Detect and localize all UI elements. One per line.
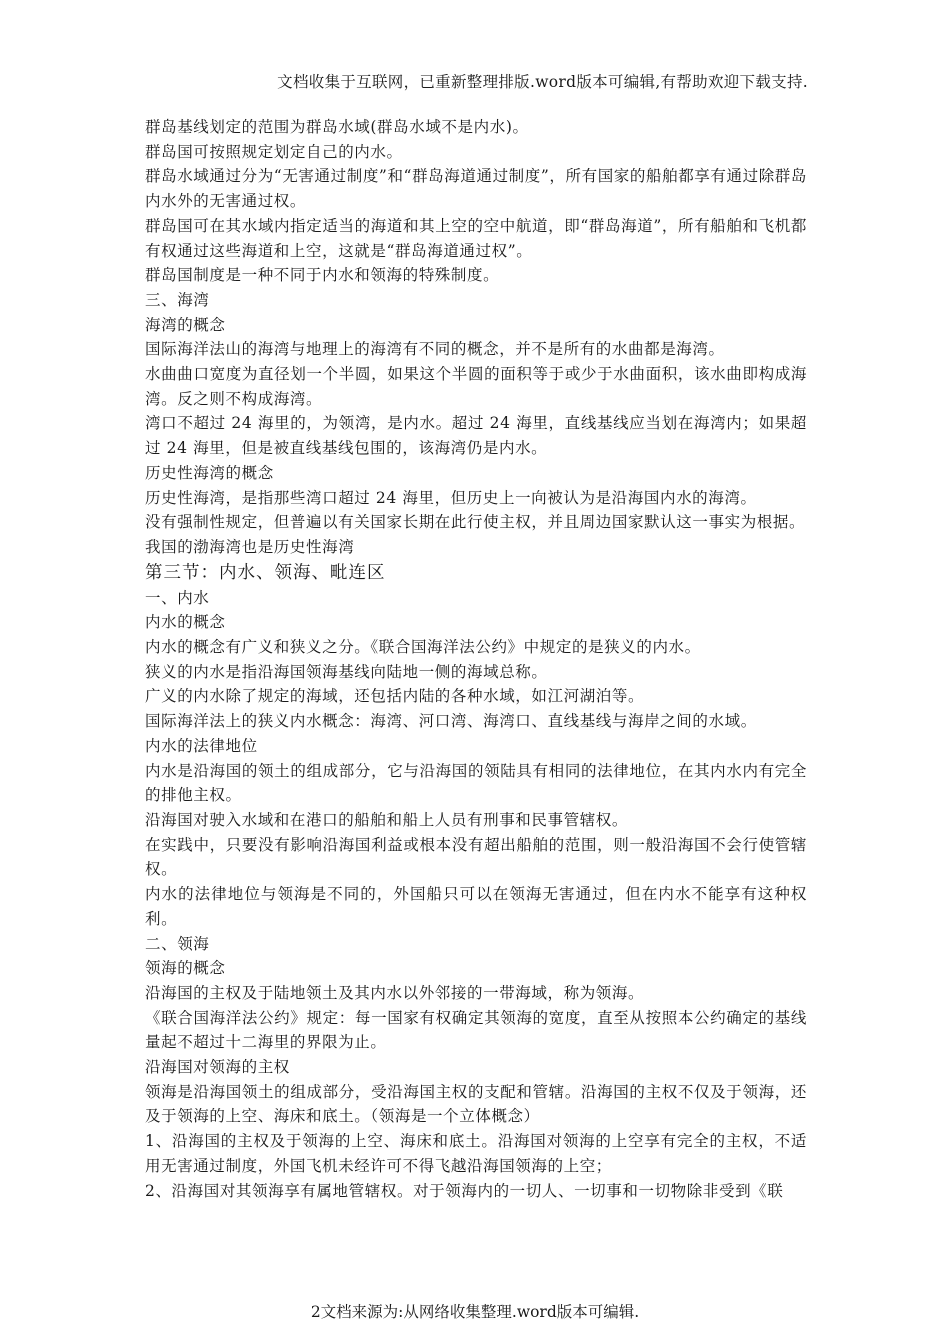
subheading-internal-waters-concept: 内水的概念 — [145, 613, 226, 632]
paragraph: 群岛国可按照规定划定自己的内水。 — [145, 142, 403, 161]
section-heading-bays: 三、海湾 — [145, 290, 210, 309]
paragraph: 领海是沿海国领土的组成部分，受沿海国主权的支配和管辖。沿海国的主权不仅及于领海，还及于领海的上空、海床和底土。（领海是一个立体概念） — [145, 1082, 807, 1126]
section-heading-territorial-sea: 二、领海 — [145, 934, 210, 953]
paragraph: 我国的渤海湾也是历史性海湾 — [145, 537, 355, 556]
paragraph: 狭义的内水是指沿海国领海基线向陆地一侧的海域总称。 — [145, 662, 548, 681]
subheading-territorial-sea-concept: 领海的概念 — [145, 959, 226, 978]
paragraph: 水曲曲口宽度为直径划一个半圆，如果这个半圆的面积等于或少于水曲面积，该水曲即构成海湾。反之则不构成海湾。 — [145, 365, 807, 408]
paragraph: 群岛国可在其水域内指定适当的海道和其上空的空中航道，即“群岛海道”，所有船舶和飞机都有权通过这些海道和上空，这就是“群岛海道通过权”。 — [145, 216, 807, 260]
section-title: 第三节：内水、领海、毗连区 — [145, 562, 386, 583]
paragraph: 沿海国的主权及于陆地领土及其内水以外邻接的一带海域，称为领海。 — [145, 983, 645, 1002]
paragraph: 2、沿海国对其领海享有属地管辖权。对于领海内的一切人、一切事和一切物除非受到《联 — [145, 1181, 784, 1200]
paragraph: 沿海国对驶入水域和在港口的船舶和船上人员有刑事和民事管辖权。 — [145, 810, 629, 829]
paragraph: 没有强制性规定，但普遍以有关国家长期在此行使主权，并且周边国家默认这一事实为根据。 — [145, 513, 806, 532]
paragraph: 在实践中，只要没有影响沿海国利益或根本没有超出船舶的范围，则一般沿海国不会行使管辖权。 — [145, 835, 807, 879]
paragraph: 1、沿海国的主权及于领海的上空、海床和底土。沿海国对领海的上空享有完全的主权，不适用无害通过制度，外国飞机未经许可不得飞越沿海国领海的上空； — [145, 1132, 807, 1175]
paragraph: 《联合国海洋法公约》规定：每一国家有权确定其领海的宽度，直至从按照本公约确定的基线量起不超过十二海里的界限为止。 — [145, 1008, 807, 1052]
paragraph: 国际海洋法上的狭义内水概念：海湾、河口湾、海湾口、直线基线与海岸之间的水域。 — [145, 712, 757, 731]
paragraph: 国际海洋法山的海湾与地理上的海湾有不同的概念，并不是所有的水曲都是海湾。 — [145, 340, 725, 359]
paragraph: 历史性海湾，是指那些湾口超过 24 海里，但历史上一向被认为是沿海国内水的海湾。 — [145, 488, 757, 507]
subheading-sovereignty: 沿海国对领海的主权 — [145, 1058, 290, 1077]
paragraph: 湾口不超过 24 海里的，为领湾，是内水。超过 24 海里，直线基线应当划在海湾内；如果超过 24 海里，但是被直线基线包围的，该海湾仍是内水。 — [145, 414, 807, 458]
paragraph: 内水是沿海国的领土的组成部分，它与沿海国的领陆具有相同的法律地位，在其内水内有完全的排他主权。 — [145, 761, 807, 805]
paragraph: 群岛水域通过分为“无害通过制度”和“群岛海道通过制度”，所有国家的船舶都享有通过除群岛内水外的无害通过权。 — [145, 167, 807, 211]
subheading-bay-concept: 海湾的概念 — [145, 315, 226, 334]
paragraph: 内水的法律地位与领海是不同的，外国船只可以在领海无害通过，但在内水不能享有这种权利。 — [145, 885, 807, 928]
paragraph: 广义的内水除了规定的海域，还包括内陆的各种水域，如江河湖泊等。 — [145, 687, 645, 706]
paragraph: 群岛基线划定的范围为群岛水域(群岛水域不是内水)。 — [145, 118, 529, 136]
page-header: 文档收集于互联网，已重新整理排版.word版本可编辑,有帮助欢迎下载支持. — [277, 73, 808, 91]
subheading-historic-bay: 历史性海湾的概念 — [145, 463, 274, 482]
section-heading-internal-waters: 一、内水 — [145, 588, 210, 607]
page-footer: 2文档来源为:从网络收集整理.word版本可编辑. — [310, 1303, 640, 1321]
subheading-internal-waters-status: 内水的法律地位 — [145, 736, 258, 755]
paragraph: 内水的概念有广义和狭义之分。《联合国海洋法公约》中规定的是狭义的内水。 — [145, 638, 701, 657]
document-body — [145, 115, 807, 1203]
paragraph: 群岛国制度是一种不同于内水和领海的特殊制度。 — [145, 266, 500, 285]
